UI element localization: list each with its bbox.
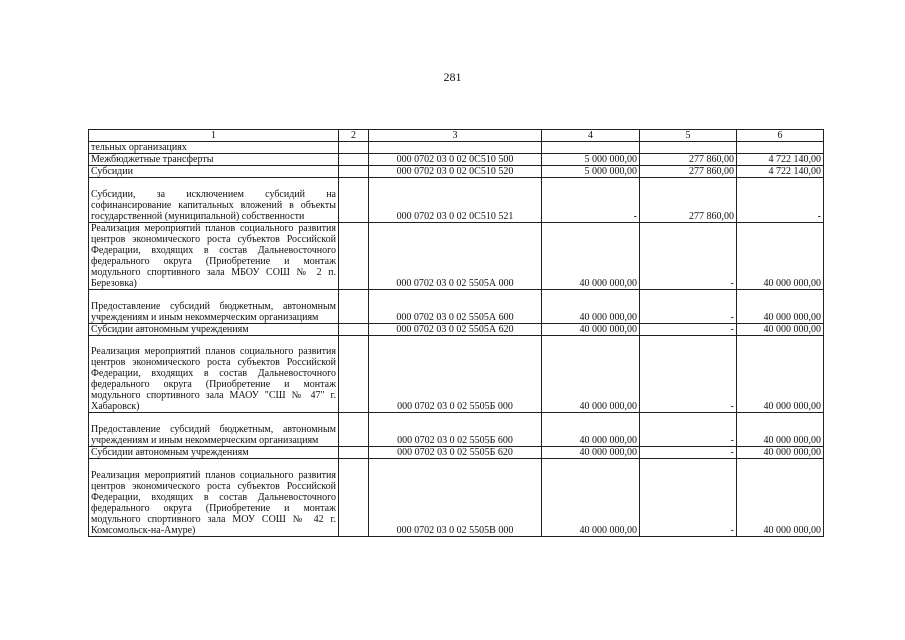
row-executed-cell: - bbox=[640, 459, 737, 537]
table-row bbox=[89, 154, 824, 166]
row-executed-cell: - bbox=[640, 223, 737, 290]
row-remaining-cell: 40 000 000,00 bbox=[737, 447, 824, 459]
row-executed-cell: - bbox=[640, 324, 737, 336]
row-executed-cell: 277 860,00 bbox=[640, 166, 737, 178]
row-name-cell: Субсидии bbox=[89, 166, 339, 178]
header-cell: 4 bbox=[542, 130, 640, 142]
row-executed-cell: 277 860,00 bbox=[640, 154, 737, 166]
row-remaining-cell: 40 000 000,00 bbox=[737, 324, 824, 336]
row-code-cell: 000 0702 03 0 02 5505В 000 bbox=[369, 459, 542, 537]
row-col2-cell bbox=[339, 459, 369, 537]
row-approved-cell: - bbox=[542, 178, 640, 223]
row-approved-cell: 40 000 000,00 bbox=[542, 336, 640, 413]
table-row bbox=[89, 459, 824, 537]
table-row bbox=[89, 324, 824, 336]
row-approved-cell: 40 000 000,00 bbox=[542, 413, 640, 447]
row-code-cell: 000 0702 03 0 02 0C510 521 bbox=[369, 178, 542, 223]
row-col2-cell bbox=[339, 324, 369, 336]
row-remaining-cell: 4 722 140,00 bbox=[737, 154, 824, 166]
row-col2-cell bbox=[339, 290, 369, 324]
row-name-cell: Реализация мероприятий планов социального развития центров экономического роста субъектов Российской Федерации, входящих в состав Дальневосточного федерального округа (Приобретение и монтаж модульного спортивного зала МАОУ "СШ № 47" г. Хабаровск) bbox=[89, 336, 339, 413]
row-approved-cell bbox=[542, 142, 640, 154]
table-header-row bbox=[89, 130, 824, 142]
row-code-cell: 000 0702 03 0 02 5505Б 000 bbox=[369, 336, 542, 413]
row-code-cell: 000 0702 03 0 02 0C510 520 bbox=[369, 166, 542, 178]
row-col2-cell bbox=[339, 413, 369, 447]
table-row bbox=[89, 142, 824, 154]
row-col2-cell bbox=[339, 223, 369, 290]
row-name-cell: Предоставление субсидий бюджетным, автономным учреждениям и иным некоммерческим организациям bbox=[89, 413, 339, 447]
row-remaining-cell: - bbox=[737, 178, 824, 223]
row-remaining-cell: 40 000 000,00 bbox=[737, 459, 824, 537]
header-cell: 2 bbox=[339, 130, 369, 142]
row-code-cell bbox=[369, 142, 542, 154]
row-remaining-cell: 40 000 000,00 bbox=[737, 413, 824, 447]
row-code-cell: 000 0702 03 0 02 0C510 500 bbox=[369, 154, 542, 166]
row-col2-cell bbox=[339, 447, 369, 459]
row-code-cell: 000 0702 03 0 02 5505А 620 bbox=[369, 324, 542, 336]
row-executed-cell bbox=[640, 142, 737, 154]
budget-table bbox=[88, 129, 824, 537]
row-approved-cell: 40 000 000,00 bbox=[542, 447, 640, 459]
header-cell: 1 bbox=[89, 130, 339, 142]
header-cell: 5 bbox=[640, 130, 737, 142]
table-row bbox=[89, 336, 824, 413]
table-row bbox=[89, 178, 824, 223]
table-row bbox=[89, 223, 824, 290]
row-approved-cell: 5 000 000,00 bbox=[542, 154, 640, 166]
table-row bbox=[89, 166, 824, 178]
header-cell: 3 bbox=[369, 130, 542, 142]
row-col2-cell bbox=[339, 166, 369, 178]
table-row bbox=[89, 447, 824, 459]
row-name-cell: Реализация мероприятий планов социального развития центров экономического роста субъектов Российской Федерации, входящих в состав Дальневосточного федерального округа (Приобретение и монтаж модульного спортивного зала МБОУ СОШ № 2 п. Березовка) bbox=[89, 223, 339, 290]
row-approved-cell: 40 000 000,00 bbox=[542, 459, 640, 537]
row-col2-cell bbox=[339, 336, 369, 413]
row-code-cell: 000 0702 03 0 02 5505Б 620 bbox=[369, 447, 542, 459]
row-remaining-cell: 40 000 000,00 bbox=[737, 336, 824, 413]
row-col2-cell bbox=[339, 154, 369, 166]
row-executed-cell: - bbox=[640, 336, 737, 413]
row-executed-cell: - bbox=[640, 290, 737, 324]
row-col2-cell bbox=[339, 142, 369, 154]
row-remaining-cell: 40 000 000,00 bbox=[737, 290, 824, 324]
row-col2-cell bbox=[339, 178, 369, 223]
row-code-cell: 000 0702 03 0 02 5505А 000 bbox=[369, 223, 542, 290]
row-name-cell: Субсидии, за исключением субсидий на софинансирование капитальных вложений в объекты государственной (муниципальной) собственности bbox=[89, 178, 339, 223]
header-cell: 6 bbox=[737, 130, 824, 142]
row-executed-cell: 277 860,00 bbox=[640, 178, 737, 223]
row-name-cell: Межбюджетные трансферты bbox=[89, 154, 339, 166]
row-executed-cell: - bbox=[640, 447, 737, 459]
row-remaining-cell: 40 000 000,00 bbox=[737, 223, 824, 290]
row-approved-cell: 40 000 000,00 bbox=[542, 324, 640, 336]
row-name-cell: Субсидии автономным учреждениям bbox=[89, 447, 339, 459]
row-executed-cell: - bbox=[640, 413, 737, 447]
row-name-cell: Субсидии автономным учреждениям bbox=[89, 324, 339, 336]
row-code-cell: 000 0702 03 0 02 5505А 600 bbox=[369, 290, 542, 324]
page-number: 281 bbox=[443, 70, 462, 84]
row-approved-cell: 40 000 000,00 bbox=[542, 290, 640, 324]
row-remaining-cell bbox=[737, 142, 824, 154]
row-name-cell: Реализация мероприятий планов социального развития центров экономического роста субъектов Российской Федерации, входящих в состав Дальневосточного федерального округа (Приобретение и монтаж модульного спортивного зала МОУ СОШ № 42 г. Комсомольск-на-Амуре) bbox=[89, 459, 339, 537]
row-remaining-cell: 4 722 140,00 bbox=[737, 166, 824, 178]
table-row bbox=[89, 413, 824, 447]
table-row bbox=[89, 290, 824, 324]
row-approved-cell: 40 000 000,00 bbox=[542, 223, 640, 290]
row-approved-cell: 5 000 000,00 bbox=[542, 166, 640, 178]
row-name-cell: Предоставление субсидий бюджетным, автономным учреждениям и иным некоммерческим организациям bbox=[89, 290, 339, 324]
row-name-cell: тельных организациях bbox=[89, 142, 339, 154]
row-code-cell: 000 0702 03 0 02 5505Б 600 bbox=[369, 413, 542, 447]
